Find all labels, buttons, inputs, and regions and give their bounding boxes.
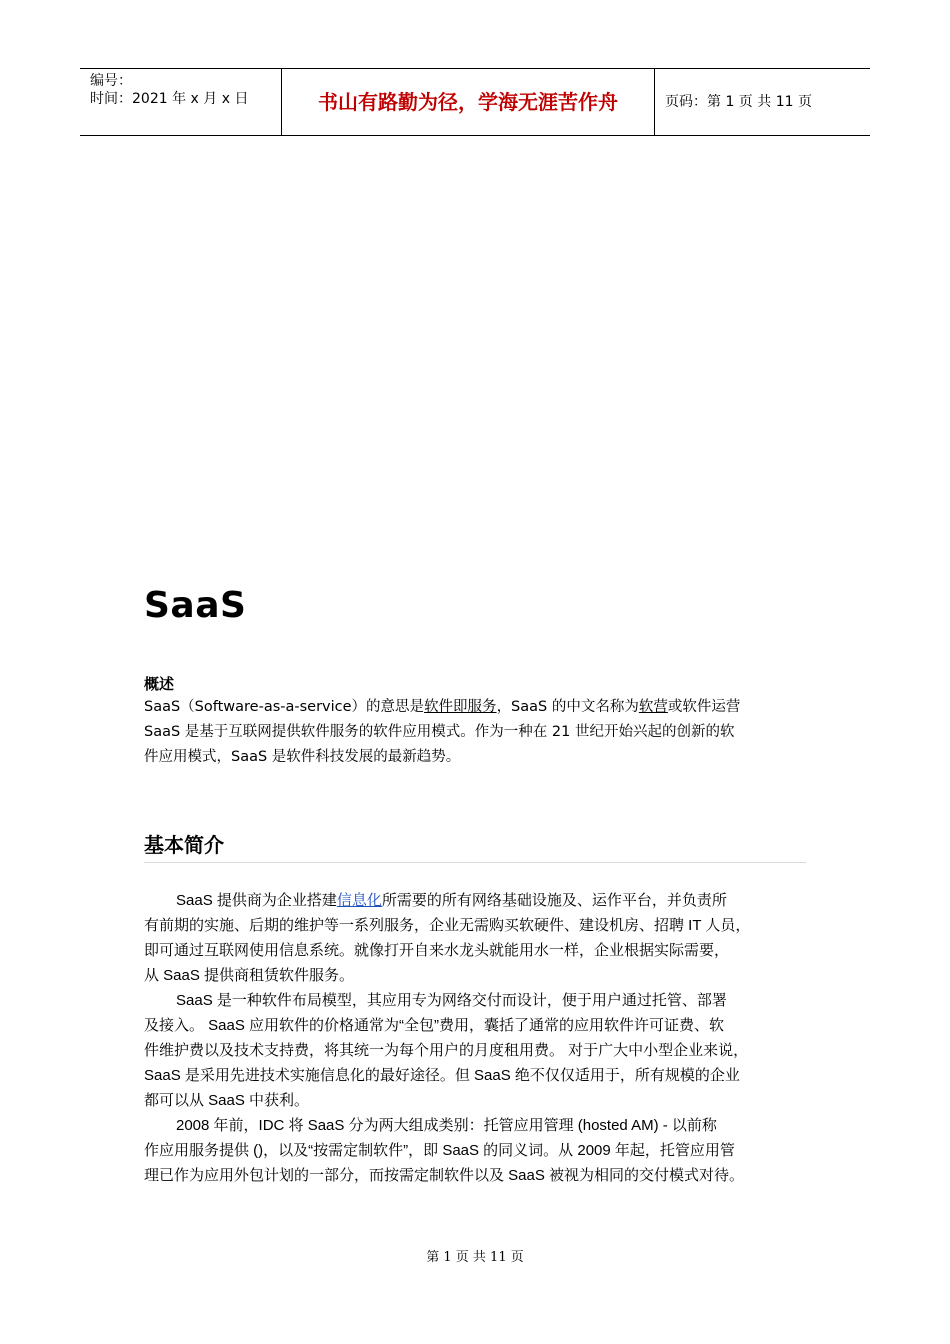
p1-line-3: 即可通过互联网使用信息系统。就像打开自来水龙头就能用水一样，企业根据实际需要， (144, 942, 730, 959)
p2-line-5: 都可以从 SaaS 中获利。 (144, 1092, 310, 1109)
overview-line-2: SaaS 是基于互联网提供软件服务的软件应用模式。作为一种在 21 世纪开始兴起的创新的软 (144, 724, 735, 740)
informatization-link[interactable]: 信息化 (336, 892, 382, 909)
number-label: 编号： (90, 73, 132, 89)
p1-line-2: 有前期的实施、后期的维护等一系列服务，企业无需购买软硬件、建设机房、招聘 IT 人员， (144, 917, 751, 934)
overview-text: 或软件运营 (667, 699, 741, 715)
saas-term-link[interactable]: 软件即服务 (424, 699, 497, 715)
header-motto: 书山有路勤为径，学海无涯苦作舟 (282, 69, 655, 135)
p2-line-2: 及接入。 SaaS 应用软件的价格通常为“全包”费用，囊括了通常的应用软件许可证费、软 (144, 1017, 725, 1034)
p3-line-3: 理已作为应用外包计划的一部分，而按需定制软件以及 SaaS 被视为相同的交付模式对待。 (144, 1167, 745, 1184)
intro-heading: 基本简介 (144, 833, 224, 857)
overview-line-1 (144, 695, 814, 720)
overview-text: ，SaaS 的中文名称为 (496, 699, 639, 715)
page-footer: 第 1 页 共 11 页 (426, 1250, 524, 1265)
date-label: 时间：2021 年 x 月 x 日 (90, 91, 249, 107)
ruanying-term-link[interactable]: 软营 (638, 699, 668, 715)
header-table (80, 68, 870, 136)
overview-line-3: 件应用模式，SaaS 是软件科技发展的最新趋势。 (144, 749, 461, 765)
page-title: SaaS (144, 585, 247, 626)
p1-line-1 (144, 888, 814, 913)
overview-heading: 概述 (144, 675, 175, 693)
heading-divider (144, 862, 806, 863)
p3-line-2: 作应用服务提供 ()，以及“按需定制软件”，即 SaaS 的同义词。从 2009 年起，托管应用管 (144, 1142, 735, 1159)
p2-line-1: SaaS 是一种软件布局模型，其应用专为网络交付而设计，便于用户通过托管、部署 (176, 992, 727, 1009)
p1-line-4: 从 SaaS 提供商租赁软件服务。 (144, 967, 355, 984)
header-page-info: 页码：第 1 页 共 11 页 (665, 94, 812, 110)
p2-line-3: 件维护费以及技术支持费，将其统一为每个用户的月度租用费。 对于广大中小型企业来说， (144, 1042, 749, 1059)
body-text: 所需要的所有网络基础设施及、运作平台，并负责所 (381, 892, 727, 909)
header-meta-cell (80, 69, 282, 135)
p2-line-4: SaaS 是采用先进技术实施信息化的最好途径。但 SaaS 绝不仅仅适用于，所有规模的企业 (144, 1067, 740, 1084)
intro-body (144, 888, 814, 1188)
body-text: SaaS 提供商为企业搭建 (176, 892, 337, 909)
overview-text: SaaS（Software-as-a-service）的意思是 (144, 699, 425, 715)
overview-paragraph (144, 695, 814, 770)
p3-line-1: 2008 年前，IDC 将 SaaS 分为两大组成类别：托管应用管理 (hosted AM) - 以前称 (176, 1117, 717, 1134)
